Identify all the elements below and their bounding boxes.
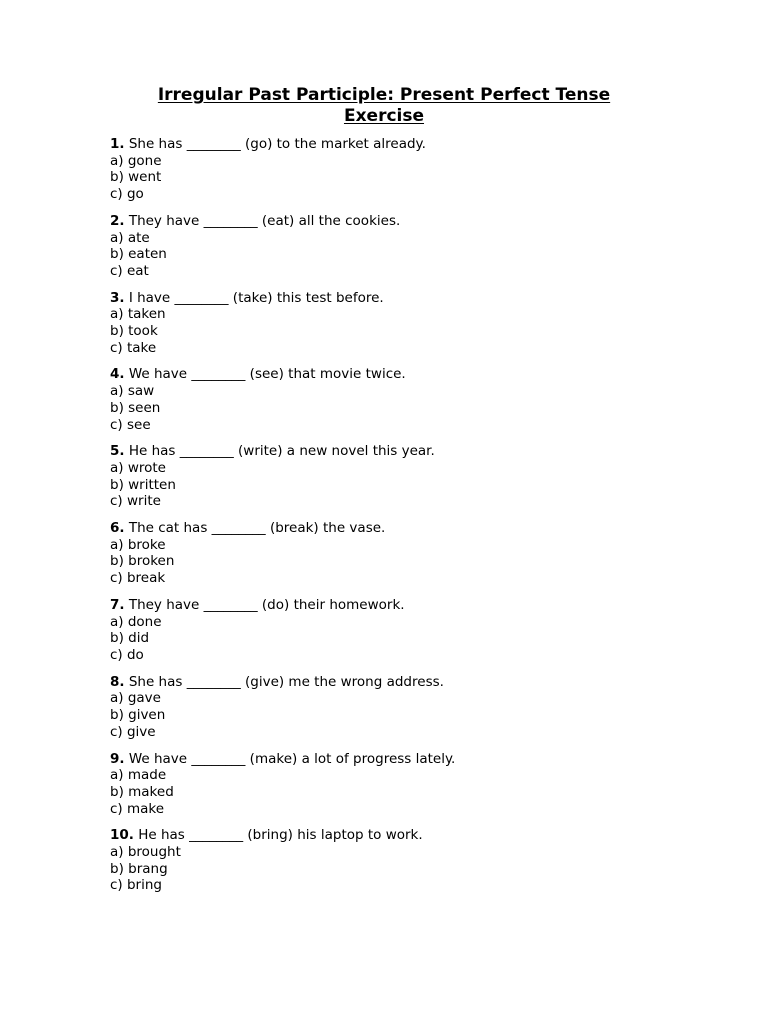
question-text: She has ________ (give) me the wrong address. (124, 673, 444, 690)
option-a: a) saw (110, 383, 155, 400)
question-text: He has ________ (write) a new novel this year. (124, 443, 435, 460)
question-number: 10. (110, 827, 134, 844)
option-a: a) gave (110, 690, 161, 707)
question-number: 6. (110, 520, 125, 537)
question-prompt (110, 597, 710, 614)
option-c: c) make (110, 800, 165, 817)
page-title: Irregular Past Participle: Present Perfect Tense Exercise (157, 85, 611, 126)
question-prompt (110, 366, 710, 383)
option-b: b) maked (110, 783, 174, 800)
question-number: 4. (110, 366, 125, 383)
question-prompt (110, 136, 710, 153)
option-b: b) did (110, 630, 150, 647)
option-b: b) brang (110, 860, 168, 877)
option-a: a) done (110, 613, 162, 630)
question-9 (110, 751, 710, 818)
question-5 (110, 443, 710, 510)
option-c: c) go (110, 186, 144, 203)
question-text: The cat has ________ (break) the vase. (124, 520, 386, 537)
question-text: We have ________ (make) a lot of progress lately. (124, 750, 456, 767)
question-number: 3. (110, 289, 125, 306)
option-b: b) eaten (110, 246, 167, 263)
option-c: c) give (110, 723, 156, 740)
option-c: c) take (110, 339, 157, 356)
question-1 (110, 136, 710, 203)
question-text: They have ________ (do) their homework. (124, 596, 405, 613)
question-6 (110, 520, 710, 587)
option-c: c) break (110, 570, 166, 587)
question-prompt (110, 520, 710, 537)
option-a: a) wrote (110, 459, 166, 476)
option-a: a) brought (110, 844, 181, 861)
option-b: b) broken (110, 553, 175, 570)
question-text: He has ________ (bring) his laptop to work. (133, 827, 423, 844)
question-prompt (110, 443, 710, 460)
question-number: 9. (110, 750, 125, 767)
question-number: 7. (110, 596, 125, 613)
option-b: b) went (110, 169, 162, 186)
option-c: c) write (110, 493, 161, 510)
option-a: a) made (110, 767, 167, 784)
question-number: 1. (110, 136, 125, 152)
question-8 (110, 674, 710, 741)
question-text: She has ________ (go) to the market already. (124, 136, 426, 152)
question-prompt (110, 827, 710, 844)
option-c: c) see (110, 416, 151, 433)
question-2 (110, 213, 710, 280)
question-number: 5. (110, 443, 125, 460)
option-a: a) taken (110, 306, 166, 323)
option-a: a) gone (110, 152, 162, 169)
question-prompt (110, 213, 710, 230)
option-b: b) written (110, 476, 176, 493)
option-b: b) seen (110, 399, 161, 416)
option-a: a) broke (110, 536, 166, 553)
question-4 (110, 366, 710, 433)
question-7 (110, 597, 710, 664)
question-prompt (110, 674, 710, 691)
question-3 (110, 290, 710, 357)
question-text: They have ________ (eat) all the cookies. (124, 212, 401, 229)
option-c: c) do (110, 646, 144, 663)
option-a: a) ate (110, 229, 150, 246)
option-c: c) bring (110, 877, 162, 894)
question-text: We have ________ (see) that movie twice. (124, 366, 406, 383)
question-list (110, 136, 710, 904)
question-number: 8. (110, 673, 125, 690)
question-text: I have ________ (take) this test before. (124, 289, 384, 306)
option-c: c) eat (110, 262, 149, 279)
option-b: b) given (110, 707, 166, 724)
question-prompt (110, 290, 710, 307)
question-number: 2. (110, 212, 125, 229)
question-10 (110, 827, 710, 894)
option-b: b) took (110, 323, 158, 340)
question-prompt (110, 751, 710, 768)
